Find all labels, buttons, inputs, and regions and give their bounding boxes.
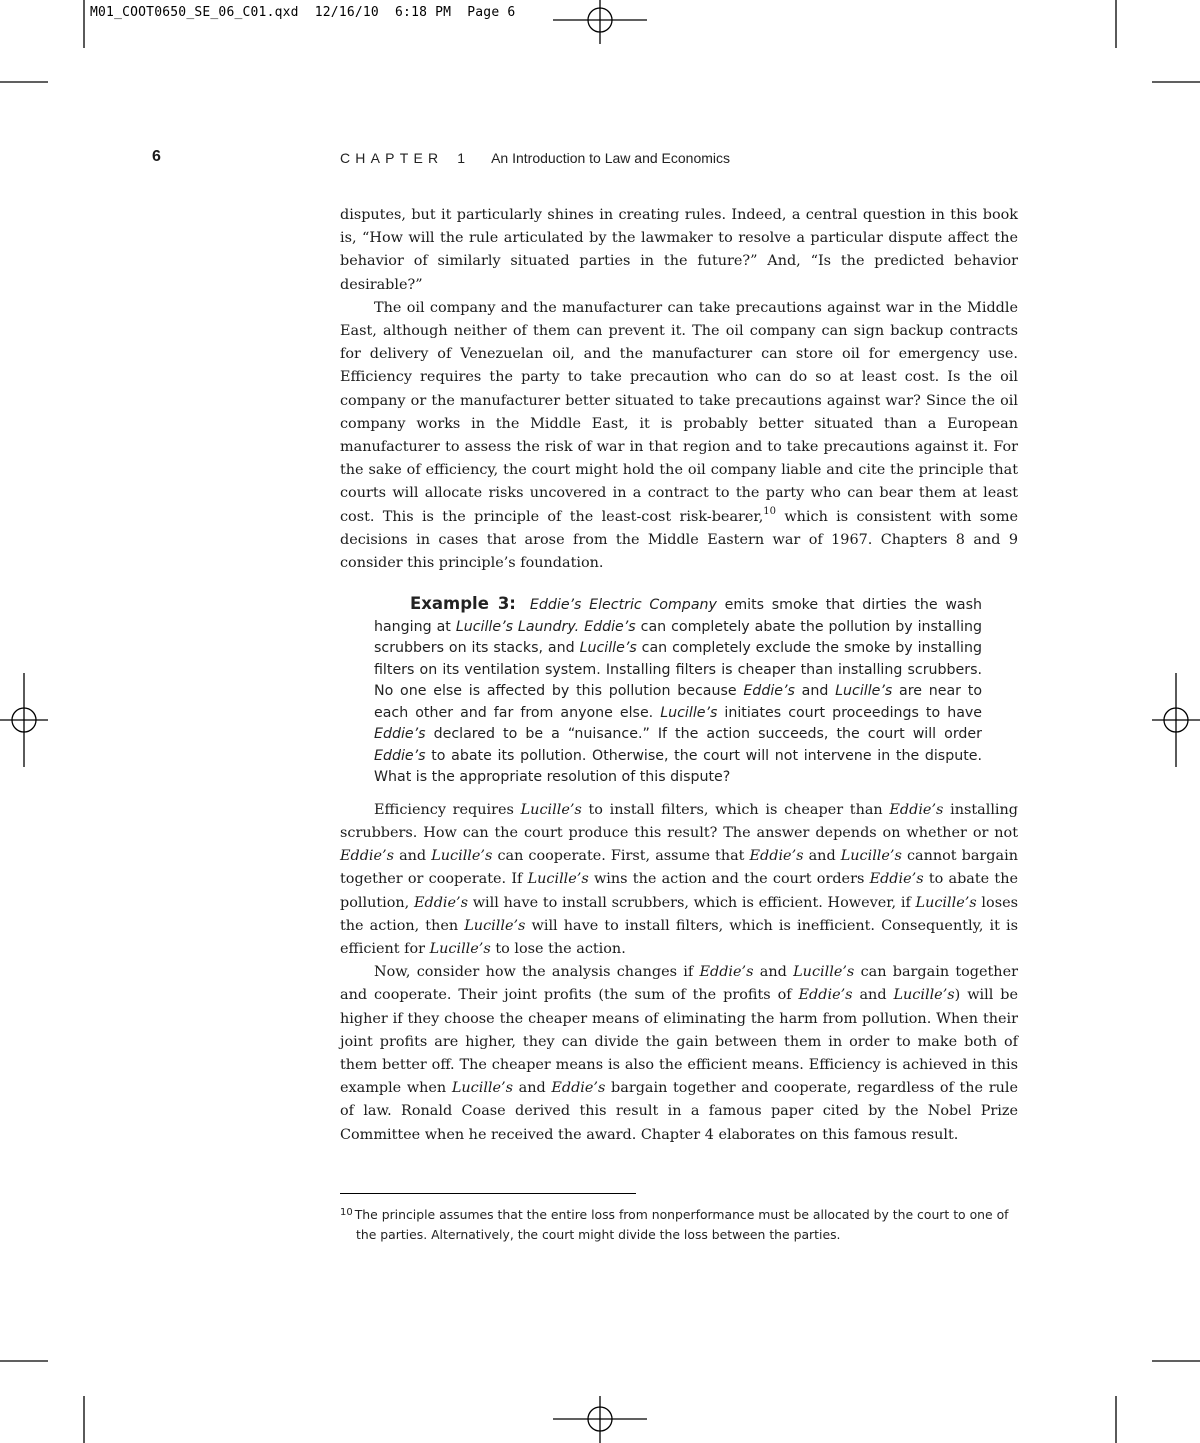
- registration-mark-right: [1152, 673, 1200, 767]
- example-label: Example 3:: [410, 594, 516, 614]
- running-head: [340, 150, 730, 166]
- footnote-reference: 10: [763, 505, 777, 517]
- example-box: Example 3: Eddie’s Electric Company emits smoke that dirties the wash hanging at Lucille’s Laundry. Eddie’s can completely abate the pollution by installing scrubbers on its stacks, and Lucille’s can completely exclude the smoke by installing filters on its ventilation system. Installing filters is cheaper than installing scrubbers. No one else is affected by this pollution because Eddie’s and Lucille’s are near to each other and far from anyone else. Lucille’s initiates court proceedings to have Eddie’s declared to be a “nuisance.” If the action succeeds, the court will order Eddie’s to abate its pollution. Otherwise, the court will not intervene in the dispute. What is the appropriate resolution of this dispute?: [374, 594, 983, 786]
- chapter-title: An Introduction to Law and Economics: [491, 150, 731, 166]
- footnote-number: 10: [340, 1207, 353, 1218]
- printer-slug-line: M01_COOT0650_SE_06_C01.qxd 12/16/10 6:18 PM Page 6: [90, 5, 516, 20]
- page-number: 6: [152, 148, 161, 165]
- chapter-number: 1: [457, 150, 466, 166]
- paragraph: Now, consider how the analysis changes if Eddie’s and Lucille’s can bargain together and cooperate. Their joint profits (the sum of the profits of Eddie’s and Lucille’s) will be higher if they choose the cheaper means of eliminating the harm from pollution. When their joint profits are higher, they can divide the gain between them in order to make both of them better off. The cheaper means is also the efficient means. Efficiency is achieved in this example when Lucille’s and Eddie’s bargain together and cooperate, regardless of the rule of law. Ronald Coase derived this result in a famous paper cited by the Nobel Prize Committee when he received the award. Chapter 4 elaborates on this famous result.: [340, 964, 1018, 1143]
- footnote-divider: [340, 1193, 636, 1194]
- paragraph: Efficiency requires Lucille’s to install filters, which is cheaper than Eddie’s installing scrubbers. How can the court produce this result? The answer depends on whether or not Eddie’s and Lucille’s can cooperate. First, assume that Eddie’s and Lucille’s cannot bargain together or cooperate. If Lucille’s wins the action and the court orders Eddie’s to abate the pollution, Eddie’s will have to install scrubbers, which is efficient. However, if Lucille’s loses the action, then Lucille’s will have to install filters, which is inefficient. Consequently, it is efficient for Lucille’s to lose the action.: [340, 801, 1019, 957]
- body-text: [340, 204, 1018, 1147]
- footnote: $^{10}$ The principle assumes that the entire loss from nonperformance must be allocated by the court to one of the parties. Alternatively, the court might divide the loss between the parties.: [340, 1207, 1009, 1242]
- paragraph: The oil company and the manufacturer can take precautions against war in the Middle East, although neither of them can prevent it. The oil company can sign backup contracts for delivery of Venezuelan oil, and the manufacturer can store oil for emergency use. Efficiency requires the party to take precaution who can do so at least cost. Is the oil company or the manufacturer better situated to take precautions against war? Since the oil company works in the Middle East, it is probably better situated than a European manufacturer to assess the risk of war in that region and to take precautions against it. For the sake of efficiency, the court might hold the oil company liable and cite the principle that courts will allocate risks uncovered in a contract to the party who can bear them at least cost. This is the principle of the least-cost risk-bearer,$^{10}$ which is consistent with some decisions in cases that arose from the Middle Eastern war of 1967. Chapters 8 and 9 consider this principle’s foundation.: [340, 299, 1018, 572]
- registration-mark-bottom: [553, 1396, 647, 1443]
- registration-mark-left: [0, 673, 48, 767]
- chapter-label: CHAPTER: [340, 150, 444, 166]
- paragraph: disputes, but it particularly shines in creating rules. Indeed, a central question in this book is, “How will the rule articulated by the lawmaker to resolve a particular dispute affect the behavior of similarly situated parties in the future?” And, “Is the predicted behavior desirable?”: [340, 207, 1018, 293]
- registration-mark-top: [553, 0, 647, 44]
